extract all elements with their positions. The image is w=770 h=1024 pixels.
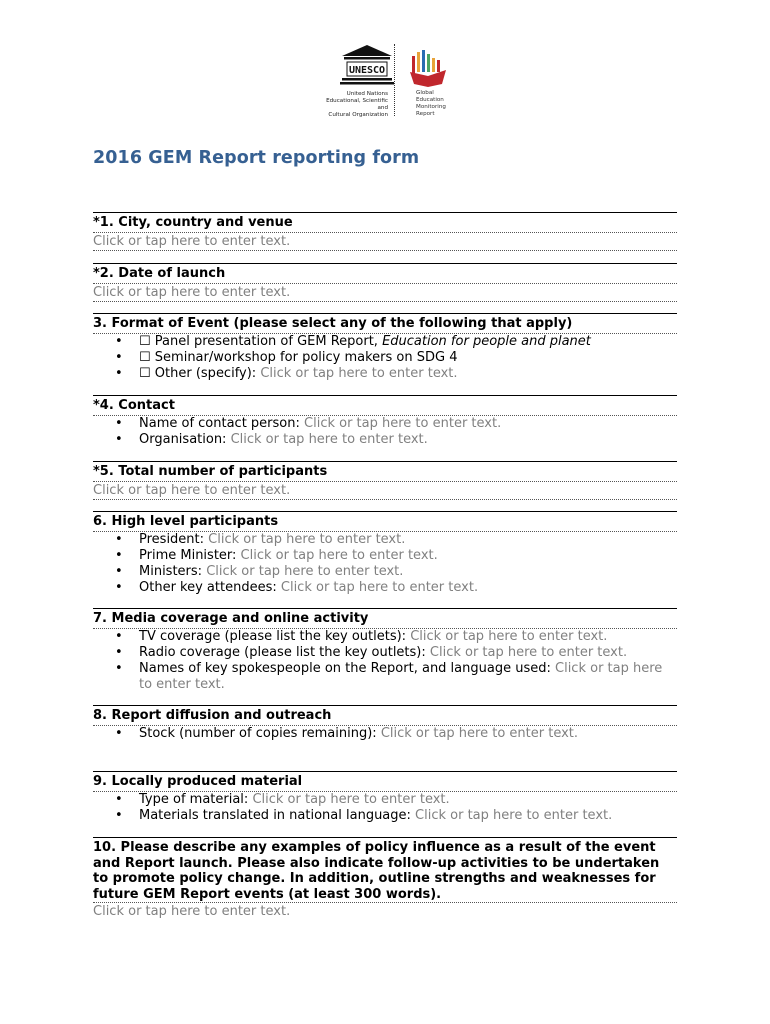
header-logos (318, 44, 458, 118)
section-8 (93, 705, 677, 742)
list-item: • Name of contact person: Click or tap here to enter text. (93, 416, 677, 432)
section-1 (93, 212, 677, 251)
prime-minister-input[interactable]: Click or tap here to enter text. (240, 548, 438, 563)
section-8-title: 8. Report diffusion and outreach (93, 706, 677, 726)
section-5-input[interactable]: Click or tap here to enter text. (93, 482, 677, 500)
section-2-title: *2. Date of launch (93, 264, 677, 284)
tv-coverage-input[interactable]: Click or tap here to enter text. (410, 629, 608, 644)
section-10-title: 10. Please describe any examples of policy influence as a result of the event and Report launch. Please also indicate follow-up activities to be undertaken to promote policy change. In addition, outline strengths and weaknesses for future GEM Report events (at least 300 words). (93, 838, 677, 903)
gem-report-logo (408, 50, 448, 88)
list-item: • Organisation: Click or tap here to enter text. (93, 432, 677, 448)
section-9-title: 9. Locally produced material (93, 772, 677, 792)
list-item: • Prime Minister: Click or tap here to enter text. (93, 548, 677, 564)
unesco-logo (338, 44, 396, 88)
section-8-list (93, 726, 677, 742)
list-item: • Materials translated in national language: Click or tap here to enter text. (93, 808, 677, 824)
president-input[interactable]: Click or tap here to enter text. (208, 532, 406, 547)
organisation-input[interactable]: Click or tap here to enter text. (230, 432, 428, 447)
logo-divider (394, 44, 395, 116)
section-4-title: *4. Contact (93, 396, 677, 416)
section-10 (93, 837, 677, 920)
section-3-title: 3. Format of Event (please select any of the following that apply) (93, 314, 677, 334)
unesco-caption: United Nations Educational, Scientific and Cultural Organization (326, 91, 388, 118)
section-1-input[interactable]: Click or tap here to enter text. (93, 233, 677, 251)
list-item: • Type of material: Click or tap here to enter text. (93, 792, 677, 808)
checkbox[interactable]: ☐ (139, 334, 151, 349)
section-7-title: 7. Media coverage and online activity (93, 609, 677, 629)
radio-coverage-input[interactable]: Click or tap here to enter text. (429, 645, 628, 660)
list-item: • Names of key spokespeople on the Report, and language used: Click or tap here to enter text. (93, 661, 677, 693)
section-2-input[interactable]: Click or tap here to enter text. (93, 284, 677, 302)
section-7-list (93, 629, 677, 693)
section-5-title: *5. Total number of participants (93, 462, 677, 482)
checkbox[interactable]: ☐ (139, 350, 151, 365)
section-6-title: 6. High level participants (93, 512, 677, 532)
stock-input[interactable]: Click or tap here to enter text. (380, 726, 579, 741)
list-item: • ☐ Panel presentation of GEM Report, Education for people and planet (93, 334, 677, 350)
list-item: • ☐ Seminar/workshop for policy makers on SDG 4 (93, 350, 677, 366)
section-9 (93, 771, 677, 824)
section-4 (93, 395, 677, 448)
list-item: • Other key attendees: Click or tap here to enter text. (93, 580, 677, 596)
section-1-title: *1. City, country and venue (93, 213, 677, 233)
contact-name-input[interactable]: Click or tap here to enter text. (304, 416, 502, 431)
list-item: • ☐ Other (specify): Click or tap here to enter text. (93, 366, 677, 382)
list-item: • Stock (number of copies remaining): Click or tap here to enter text. (93, 726, 677, 742)
ministers-input[interactable]: Click or tap here to enter text. (206, 564, 404, 579)
section-4-list (93, 416, 677, 448)
material-type-input[interactable]: Click or tap here to enter text. (252, 792, 450, 807)
section-7 (93, 608, 677, 693)
section-9-list (93, 792, 677, 824)
checkbox[interactable]: ☐ (139, 366, 151, 381)
other-attendees-input[interactable]: Click or tap here to enter text. (280, 580, 479, 595)
list-item: • Radio coverage (please list the key outlets): Click or tap here to enter text. (93, 645, 677, 661)
translated-materials-input[interactable]: Click or tap here to enter text. (415, 808, 613, 823)
form-title: 2016 GEM Report reporting form (93, 148, 420, 168)
unesco-wordmark: UNESCO (348, 65, 386, 76)
section-3-list (93, 334, 677, 382)
spokespeople-input[interactable]: Click or tap here to enter text. (139, 661, 663, 692)
gem-caption: Global Education Monitoring Report (416, 90, 446, 117)
other-specify-input[interactable]: Click or tap here to enter text. (260, 366, 458, 381)
list-item: • President: Click or tap here to enter text. (93, 532, 677, 548)
section-6-list (93, 532, 677, 596)
section-5 (93, 461, 677, 500)
section-10-input[interactable]: Click or tap here to enter text. (93, 904, 291, 919)
section-6 (93, 511, 677, 596)
section-3 (93, 313, 677, 382)
section-2 (93, 263, 677, 302)
list-item: • TV coverage (please list the key outlets): Click or tap here to enter text. (93, 629, 677, 645)
list-item: • Ministers: Click or tap here to enter text. (93, 564, 677, 580)
